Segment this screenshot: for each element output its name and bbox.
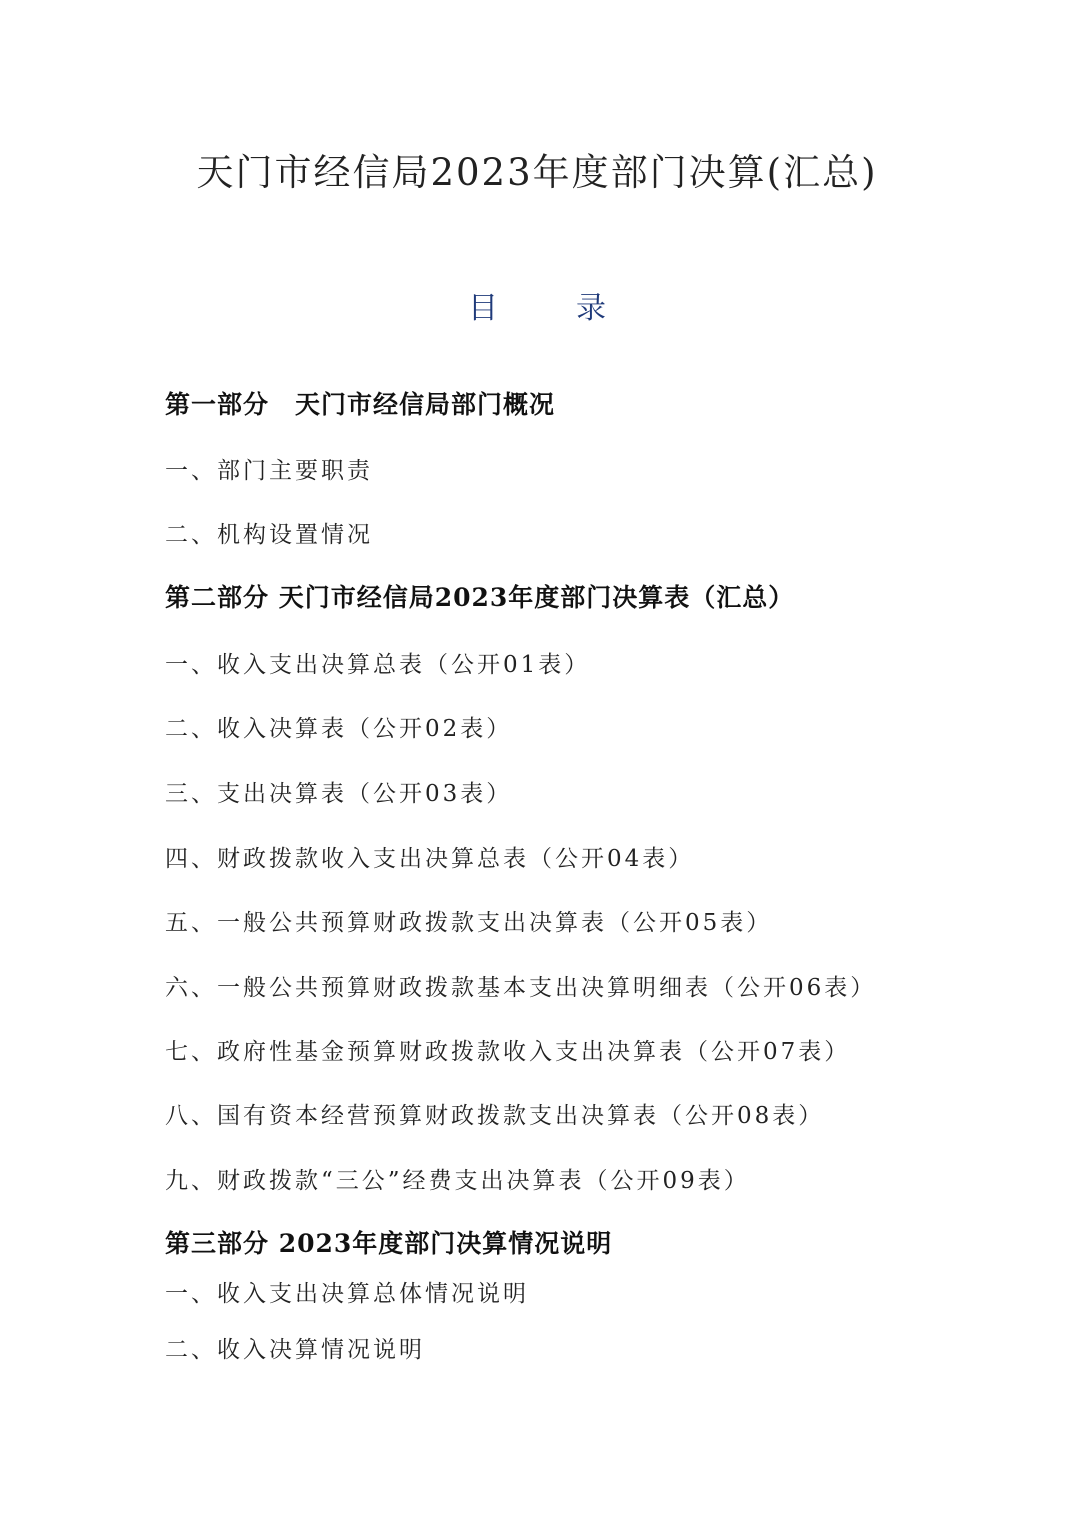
toc-item[interactable]: 八、国有资本经营预算财政拨款支出决算表（公开08表） [165, 1103, 825, 1129]
toc-item[interactable]: 三、支出决算表（公开03表） [165, 781, 513, 807]
toc-item[interactable]: 二、收入决算情况说明 [165, 1337, 425, 1363]
toc-section-2-heading[interactable]: 第二部分 天门市经信局2023年度部门决算表（汇总） [165, 583, 795, 612]
toc-item[interactable]: 九、财政拨款“三公”经费支出决算表（公开09表） [165, 1168, 750, 1194]
toc-heading-left: 目 [468, 291, 498, 326]
toc-item[interactable]: 一、部门主要职责 [165, 458, 373, 484]
toc-item[interactable]: 二、机构设置情况 [165, 522, 373, 548]
toc-section-1-heading[interactable]: 第一部分 天门市经信局部门概况 [165, 390, 556, 419]
toc-item[interactable]: 一、收入支出决算总体情况说明 [165, 1281, 529, 1307]
toc-item[interactable]: 四、财政拨款收入支出决算总表（公开04表） [165, 846, 695, 872]
toc-section-3-heading[interactable]: 第三部分 2023年度部门决算情况说明 [165, 1229, 613, 1258]
toc-item[interactable]: 七、政府性基金预算财政拨款收入支出决算表（公开07表） [165, 1039, 851, 1065]
toc-item[interactable]: 二、收入决算表（公开02表） [165, 716, 513, 742]
toc-heading-right: 录 [576, 291, 606, 326]
toc-item[interactable]: 一、收入支出决算总表（公开01表） [165, 652, 591, 678]
document-title: 天门市经信局2023年度部门决算(汇总) [196, 151, 878, 194]
toc-item[interactable]: 六、一般公共预算财政拨款基本支出决算明细表（公开06表） [165, 975, 877, 1001]
toc-item[interactable]: 五、一般公共预算财政拨款支出决算表（公开05表） [165, 910, 773, 936]
toc-heading [0, 283, 1074, 327]
